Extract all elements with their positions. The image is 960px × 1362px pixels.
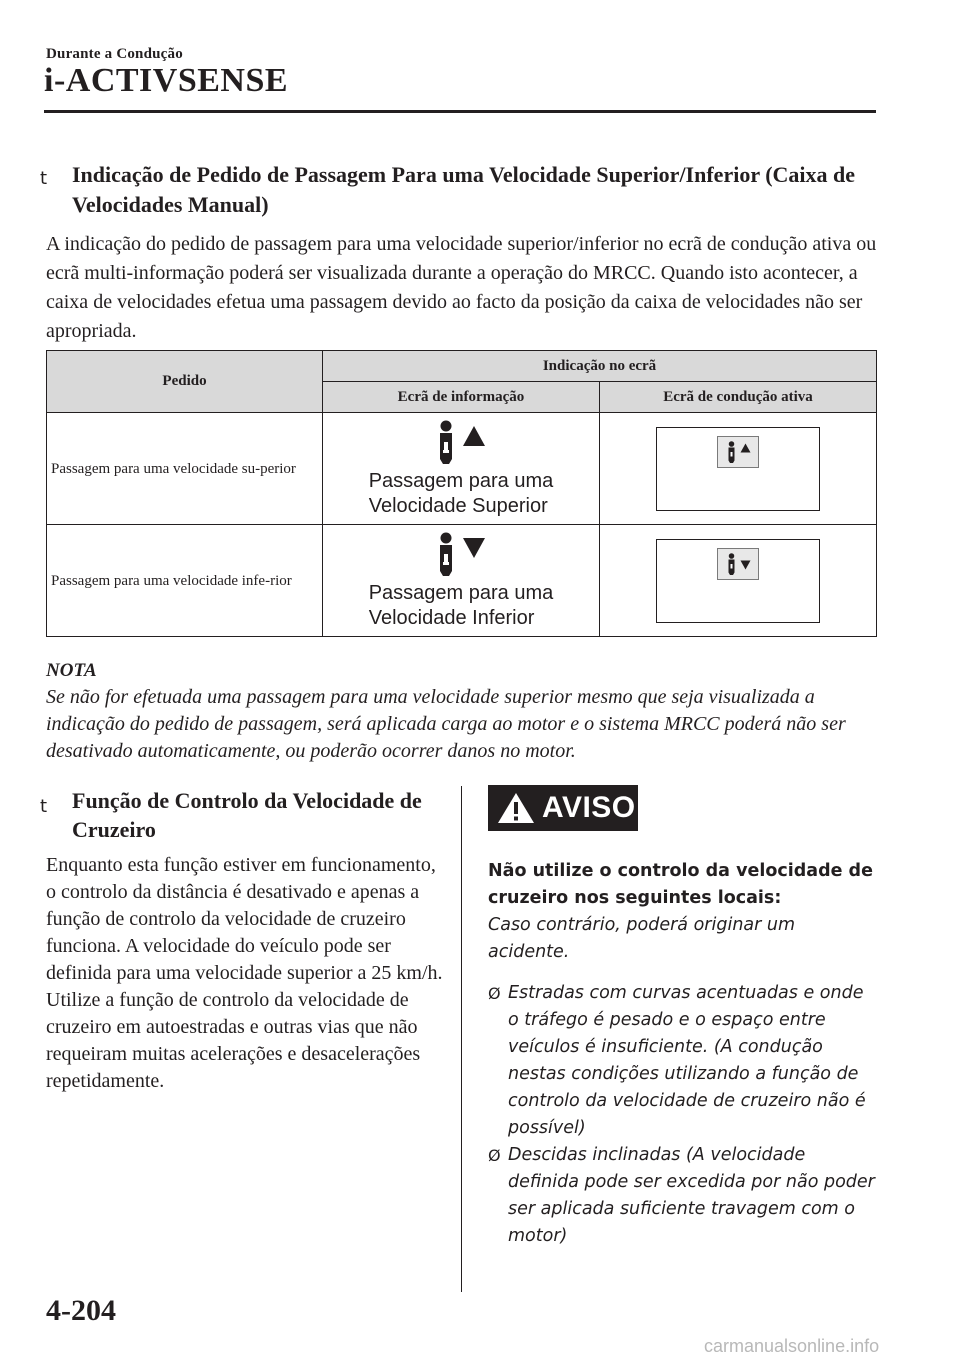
bullet-icon: Ø [488,1146,501,1165]
shift-lever-icon [436,532,456,576]
info-screen-cell [323,525,600,637]
shift-indication-table [46,350,877,637]
info-screen-cell [323,413,600,525]
section-paragraph-cruise-control: Enquanto esta função estiver em funcionamento, o controlo da distância é desativado e apenas a função de controlo da velocidade de cruzeiro funciona. A velocidade do veículo pode ser definida para uma velocidade superior a 25 km/h. Utilize a função de controlo da velocidade de cruzeiro em autoestradas e outras vias que não requeiram muitas acelerações e desacelerações repetidamente. [46,854,443,1092]
section-marker-icon: t [40,168,48,189]
active-shift-up-indicator [717,436,759,468]
watermark: carmanualsonline.info [704,1336,880,1356]
list-item [488,980,878,1142]
page-title: i-ACTIVSENSE [44,62,289,99]
section-heading-cruise-control: Função de Controlo da Velocidade de Cruzeiro [72,788,422,842]
warning-text: Caso contrário, poderá originar um acidente. [488,915,796,962]
section-marker-icon: t [40,796,48,817]
active-screen-cell [600,413,877,525]
active-display-frame [656,427,820,511]
table-row-label: Passagem para uma velocidade infe-rior [47,525,323,637]
column-divider [461,786,462,1292]
active-shift-down-indicator [717,548,759,580]
info-message-line: Velocidade Inferior [368,606,535,629]
table-header-indicacao: Indicação no ecrã [323,351,877,382]
warning-label: AVISO [542,791,636,824]
warning-triangle-icon [496,791,536,825]
shift-up-icon [740,443,751,453]
active-screen-cell [600,525,877,637]
shift-lever-icon [436,420,456,464]
info-message-line: Velocidade Superior [368,494,548,517]
note-title: NOTA [46,660,97,681]
shift-down-icon [740,560,751,570]
warning-badge [488,785,638,831]
shift-lever-icon [726,441,737,463]
warning-body [488,858,878,1250]
table-header-info-screen: Ecrã de informação [323,382,600,413]
table-row [47,525,877,637]
shift-down-icon [462,537,486,559]
note-text: Se não for efetuada uma passagem para uma velocidade superior mesmo que seja visualizada a indicação do pedido de passagem, será aplicada carga ao motor e o sistema MRCC poderá não ser desativado automaticamente, ou poderão ocorrer danos no motor. [46,686,846,762]
table-row [47,413,877,525]
shift-up-icon [462,425,486,447]
chapter-label: Durante a Condução [46,46,183,62]
section-heading-shift-indication: Indicação de Pedido de Passagem Para uma Velocidade Superior/Inferior (Caixa de Velocidades Manual) [72,162,856,217]
table-row-label: Passagem para uma velocidade su-perior [47,413,323,525]
warning-list [488,980,878,1250]
table-header-active-screen: Ecrã de condução ativa [600,382,877,413]
table-header-pedido: Pedido [47,351,323,413]
info-message-line: Passagem para uma [368,581,554,604]
list-item-text: Estradas com curvas acentuadas e onde o tráfego é pesado e o espaço entre veículos é insuficiente. (A condução nestas condições utilizando a função de controlo da velocidade de cruzeiro não é possível) [508,983,866,1138]
info-screen-message [369,469,554,519]
info-message-line: Passagem para uma [368,469,554,492]
list-item [488,1142,878,1250]
warning-bold-text: Não utilize o controlo da velocidade de cruzeiro nos seguintes locais: [488,861,873,908]
bullet-icon: Ø [488,984,501,1003]
info-screen-message [369,581,554,631]
header-divider [44,110,876,113]
active-display-frame [656,539,820,623]
list-item-text: Descidas inclinadas (A velocidade definida pode ser excedida por não poder ser aplicada suficiente travagem com o motor) [508,1145,875,1246]
section-paragraph-shift-indication: A indicação do pedido de passagem para uma velocidade superior/inferior no ecrã de condução ativa ou ecrã multi-informação poderá ser visualizada durante a operação do MRCC. Quando isto acontecer, a caixa de velocidades efetua uma passagem devido ao facto da posição da caixa de velocidades não ser apropriada. [46,233,877,342]
page-number: 4-204 [46,1294,116,1327]
shift-lever-icon [726,553,737,575]
